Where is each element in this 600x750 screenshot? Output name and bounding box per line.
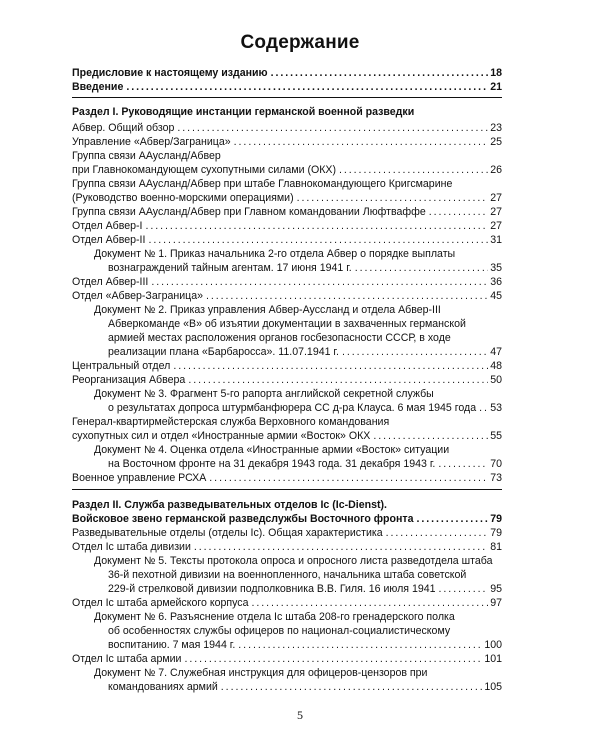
toc-entry[interactable]	[72, 275, 502, 289]
toc-entry-page: 50	[490, 374, 502, 386]
toc-entry[interactable]	[72, 303, 502, 317]
toc-entry[interactable]	[72, 582, 502, 596]
toc-entry[interactable]	[72, 429, 502, 443]
toc-leader-dots	[386, 526, 489, 540]
toc-entry[interactable]	[72, 540, 502, 554]
toc-entry[interactable]	[72, 345, 502, 359]
toc-entry-page: 48	[490, 360, 502, 372]
toc-entry-page: 27	[490, 192, 502, 204]
toc-entry-page: 73	[490, 472, 502, 484]
section-divider	[72, 489, 502, 490]
toc-entry-page: 45	[490, 290, 502, 302]
toc-entry[interactable]	[72, 554, 502, 568]
toc-entry-page: 31	[490, 234, 502, 246]
toc-leader-dots	[355, 261, 488, 275]
toc-leader-dots	[429, 205, 488, 219]
toc-entry-page: 53	[490, 402, 502, 414]
toc-leader-dots	[194, 540, 488, 554]
toc-leader-dots	[177, 121, 488, 135]
toc-entry-page: 27	[490, 206, 502, 218]
toc-entry-title: вознаграждений тайным агентам. 17 июня 1941 г.	[108, 262, 352, 274]
toc-entry-title: Управление «Абвер/Заграница»	[72, 136, 231, 148]
toc-entry-title: реализации плана «Барбаросса». 11.07.1941 г.	[108, 346, 339, 358]
toc-leader-dots	[373, 429, 488, 443]
toc-entry[interactable]	[72, 261, 502, 275]
toc-entry[interactable]	[72, 247, 502, 261]
toc-entry[interactable]	[72, 568, 502, 582]
toc-entry[interactable]	[72, 66, 502, 80]
toc-entry-title: армией местах расположения органов госбезопасности СССР, в ходе	[108, 332, 451, 344]
toc-entry-page: 47	[490, 346, 502, 358]
section-divider	[72, 97, 502, 98]
toc-entry-title: 229-й стрелковой дивизии подполковника В.В. Гиля. 16 июля 1941	[108, 583, 436, 595]
toc-entry[interactable]	[72, 666, 502, 680]
toc-entry-title: Раздел II. Служба разведывательных отделов Ic (Ic-Dienst).	[72, 499, 387, 511]
toc-entry-title: Введение	[72, 81, 124, 93]
toc-leader-dots	[206, 289, 488, 303]
toc-entry[interactable]	[72, 638, 502, 652]
toc-leader-dots	[209, 471, 488, 485]
toc-entry-page: 81	[490, 541, 502, 553]
toc-entry-page: 101	[484, 653, 502, 665]
toc-entry-title: Отдел Ic штаба дивизии	[72, 541, 191, 553]
toc-entry-title: Войсковое звено германской разведслужбы Восточного фронта	[72, 513, 414, 525]
toc-entry-page: 79	[490, 513, 502, 525]
toc-leader-dots	[188, 373, 488, 387]
toc-leader-dots	[148, 233, 488, 247]
page-number: 5	[297, 708, 303, 722]
toc-entry[interactable]	[72, 121, 502, 135]
toc-leader-dots	[339, 163, 488, 177]
toc-entry-title: (Руководство военно-морскими операциями)	[72, 192, 294, 204]
toc-leader-dots	[251, 596, 488, 610]
toc-entry-page: 95	[490, 583, 502, 595]
toc-entry-title: на Восточном фронте на 31 декабря 1943 года. 31 декабря 1943 г.	[108, 458, 436, 470]
toc-entry-page: 79	[490, 527, 502, 539]
toc-entry[interactable]	[72, 163, 502, 177]
toc-entry[interactable]	[72, 317, 502, 331]
toc-entry[interactable]	[72, 80, 502, 94]
toc-entry[interactable]	[72, 610, 502, 624]
toc-entry-title: Группа связи ААусланд/Абвер	[72, 150, 221, 162]
toc-leader-dots	[271, 66, 489, 80]
toc-entry-title: Отдел Абвер-I	[72, 220, 143, 232]
toc-entry-title: Отдел Абвер-II	[72, 234, 146, 246]
toc-entry[interactable]	[72, 652, 502, 666]
toc-entry-title: воспитанию. 7 мая 1944 г.	[108, 639, 236, 651]
toc-entry-title: Предисловие к настоящему изданию	[72, 67, 268, 79]
toc-entry-page: 100	[484, 639, 502, 651]
toc-entry-title: Документ № 7. Служебная инструкция для офицеров-цензоров при	[94, 667, 428, 679]
toc-entry[interactable]	[72, 624, 502, 638]
toc-entry-title: Абверкоманде «В» об изъятии документации в захваченных германской	[108, 318, 466, 330]
toc-entry[interactable]	[72, 387, 502, 401]
toc-entry[interactable]	[72, 359, 502, 373]
toc-entry-title: Генерал-квартирмейстерская служба Верховного командования	[72, 416, 390, 428]
toc-entry-title: Группа связи ААусланд/Абвер при штабе Главнокомандующего Кригсмарине	[72, 178, 453, 190]
toc-entry-title: Документ № 6. Разъяснение отдела Ic штаба 208-го гренадерского полка	[94, 611, 455, 623]
toc-entry[interactable]	[72, 401, 502, 415]
toc-entry-title: Группа связи ААусланд/Абвер при Главном командовании Люфтваффе	[72, 206, 426, 218]
toc-entry-page: 21	[490, 81, 502, 93]
toc-entry-page: 18	[490, 67, 502, 79]
toc-entry-title: при Главнокомандующем сухопутными силами (ОКХ)	[72, 164, 337, 176]
toc-leader-dots	[184, 652, 482, 666]
toc-leader-dots	[297, 191, 489, 205]
toc-entry-title: Отдел «Абвер-Заграница»	[72, 290, 203, 302]
toc-entry[interactable]	[72, 177, 502, 191]
toc-entry[interactable]	[72, 596, 502, 610]
toc-leader-dots	[439, 582, 489, 596]
toc-leader-dots	[238, 638, 482, 652]
toc-entry-title: 36-й пехотной дивизии на военнопленного, начальника штаба советской	[108, 569, 467, 581]
toc-entry-title: об особенностях службы офицеров по национал-социалистическому	[108, 625, 451, 637]
toc-entry[interactable]	[72, 498, 502, 512]
toc-entry[interactable]	[72, 135, 502, 149]
toc-entry-title: сухопутных сил и отдел «Иностранные армии «Восток» ОКХ	[72, 430, 371, 442]
toc-leader-dots	[173, 359, 488, 373]
toc-entry-title: Абвер. Общий обзор	[72, 122, 175, 134]
toc-entry[interactable]	[72, 289, 502, 303]
toc-entry-page: 36	[490, 276, 502, 288]
toc-entry-title: Документ № 5. Тексты протокола опроса и опросного листа разведотдела штаба	[94, 555, 493, 567]
toc-entry-title: Документ № 3. Фрагмент 5-го рапорта английской секретной службы	[94, 388, 434, 400]
toc-entry-title: Документ № 2. Приказ управления Абвер-Ауссланд и отдела Абвер-III	[94, 304, 441, 316]
toc-leader-dots	[126, 80, 488, 94]
toc-entry[interactable]	[72, 457, 502, 471]
page-title: Содержание	[240, 32, 360, 53]
toc-entry-title: Военное управление РСХА	[72, 472, 207, 484]
toc-entry-page: 35	[490, 262, 502, 274]
toc-entry[interactable]	[72, 512, 502, 526]
toc-entry-page: 70	[490, 458, 502, 470]
toc-entry[interactable]	[72, 149, 502, 163]
toc-entry-page: 23	[490, 122, 502, 134]
toc-entry-title: командованиях армий	[108, 681, 218, 693]
toc-entry-page: 27	[490, 220, 502, 232]
toc-leader-dots	[145, 219, 488, 233]
toc-entry[interactable]	[72, 233, 502, 247]
toc-entry-page: 97	[490, 597, 502, 609]
toc-leader-dots	[151, 275, 488, 289]
toc-entry-title: Раздел I. Руководящие инстанции германской военной разведки	[72, 106, 415, 118]
toc-entry-title: Разведывательные отделы (отделы Ic). Общая характеристика	[72, 527, 383, 539]
toc-leader-dots	[221, 680, 483, 694]
toc-leader-dots	[479, 401, 488, 415]
toc-entry[interactable]	[72, 471, 502, 485]
toc-entry-title: Отдел Ic штаба армии	[72, 653, 182, 665]
toc-leader-dots	[234, 135, 489, 149]
toc-entry[interactable]	[72, 105, 502, 119]
toc-entry[interactable]	[72, 191, 502, 205]
toc-entry-title: Центральный отдел	[72, 360, 171, 372]
toc-entry[interactable]	[72, 219, 502, 233]
toc-entry-page: 105	[484, 681, 502, 693]
toc-entry-title: Реорганизация Абвера	[72, 374, 186, 386]
toc-leader-dots	[438, 457, 488, 471]
toc-entry[interactable]	[72, 526, 502, 540]
toc-leader-dots	[342, 345, 488, 359]
toc-entry[interactable]	[72, 443, 502, 457]
toc-entry-title: о результатах допроса штурмбанфюрера СС д-ра Клауса. 6 мая 1945 года	[108, 402, 477, 414]
toc-entry[interactable]	[72, 415, 502, 429]
toc-entry-page: 55	[490, 430, 502, 442]
toc-entry[interactable]	[72, 680, 502, 694]
toc-entry-title: Документ № 4. Оценка отдела «Иностранные армии «Восток» ситуации	[94, 444, 450, 456]
toc-entry-page: 26	[490, 164, 502, 176]
toc-entry[interactable]	[72, 373, 502, 387]
toc-entry-title: Отдел Абвер-III	[72, 276, 149, 288]
toc-entry[interactable]	[72, 331, 502, 345]
toc-leader-dots	[416, 512, 488, 526]
toc-entry-page: 25	[490, 136, 502, 148]
toc-entry-title: Документ № 1. Приказ начальника 2-го отдела Абвер о порядке выплаты	[94, 248, 456, 260]
toc-entry-title: Отдел Ic штаба армейского корпуса	[72, 597, 249, 609]
toc-entry[interactable]	[72, 205, 502, 219]
